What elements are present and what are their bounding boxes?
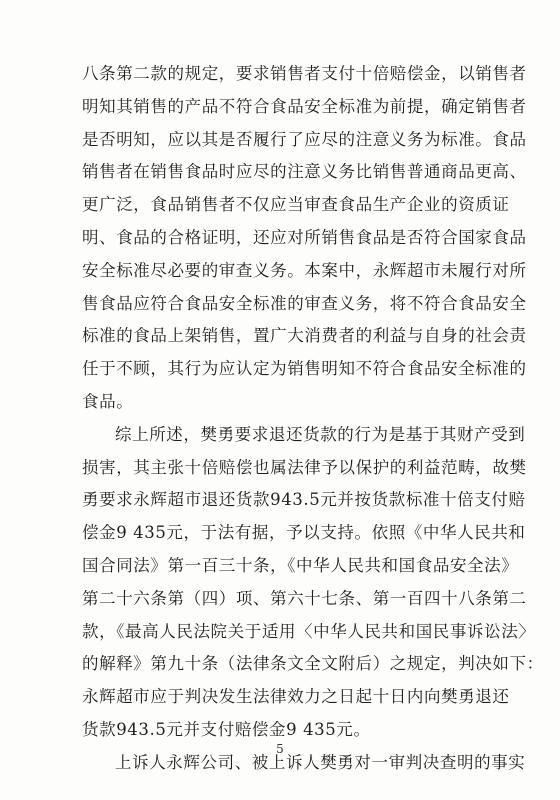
paragraph-line: 综上所述，樊勇要求退还货款的行为是基于其财产受到 xyxy=(115,424,526,444)
paragraph-line: 损害，其主张十倍赔偿也属法律予以保护的利益范畴，故樊 xyxy=(82,457,527,477)
paragraph-line: 更广泛，食品销售者不仅应当审查食品生产企业的资质证 xyxy=(82,195,510,215)
paragraph-line: 是否明知，应以其是否履行了应尽的注意义务为标准。食品 xyxy=(82,129,527,149)
paragraph-line: 的解释》第九十条（法律条文全文附后）之规定，判决如下： xyxy=(82,654,544,674)
paragraph-line: 第二十六条第（四）项、第六十七条、第一百四十八条第二 xyxy=(82,588,527,608)
paragraph-line: 明、食品的合格证明，还应对所销售食品是否符合国家食品 xyxy=(82,227,527,247)
paragraph-line: 货款943.5元并支付赔偿金9 435元。 xyxy=(82,719,371,739)
body-text xyxy=(82,58,544,780)
paragraph-line: 国合同法》第一百三十条，《中华人民共和国食品安全法》 xyxy=(82,555,519,575)
paragraph-line: 八条第二款的规定，要求销售者支付十倍赔偿金，以销售者 xyxy=(82,64,527,83)
paragraph-line: 售食品应符合食品安全标准的审查义务，将不符合食品安全 xyxy=(82,293,527,313)
paragraph-line: 上诉人永辉公司、被上诉人樊勇对一审判决查明的事实 xyxy=(115,752,526,772)
paragraph-line: 明知其销售的产品不符合食品安全标准为前提，确定销售者 xyxy=(82,96,527,116)
paragraph-line: 标准的食品上架销售，置广大消费者的利益与自身的社会责 xyxy=(82,326,527,346)
paragraph-line: 安全标准尽必要的审查义务。本案中，永辉超市未履行对所 xyxy=(82,260,527,280)
paragraph-line: 任于不顾，其行为应认定为销售明知不符合食品安全标准的 xyxy=(82,359,527,379)
paragraph-line: 偿金9 435元，于法有据，予以支持。依照《中华人民共和 xyxy=(82,523,526,543)
page-number: 5 xyxy=(276,742,284,756)
paragraph-line: 勇要求永辉超市退还货款943.5元并按货款标准十倍支付赔 xyxy=(82,490,526,510)
paragraph-line: 款，《最高人民法院关于适用〈中华人民共和国民事诉讼法〉 xyxy=(82,621,536,641)
paragraph-line: 销售者在销售食品时应尽的注意义务比销售普通商品更高、 xyxy=(82,162,527,182)
paragraph-line: 永辉超市应于判决发生法律效力之日起十日内向樊勇退还 xyxy=(82,687,510,707)
paragraph-line: 食品。 xyxy=(82,391,134,411)
